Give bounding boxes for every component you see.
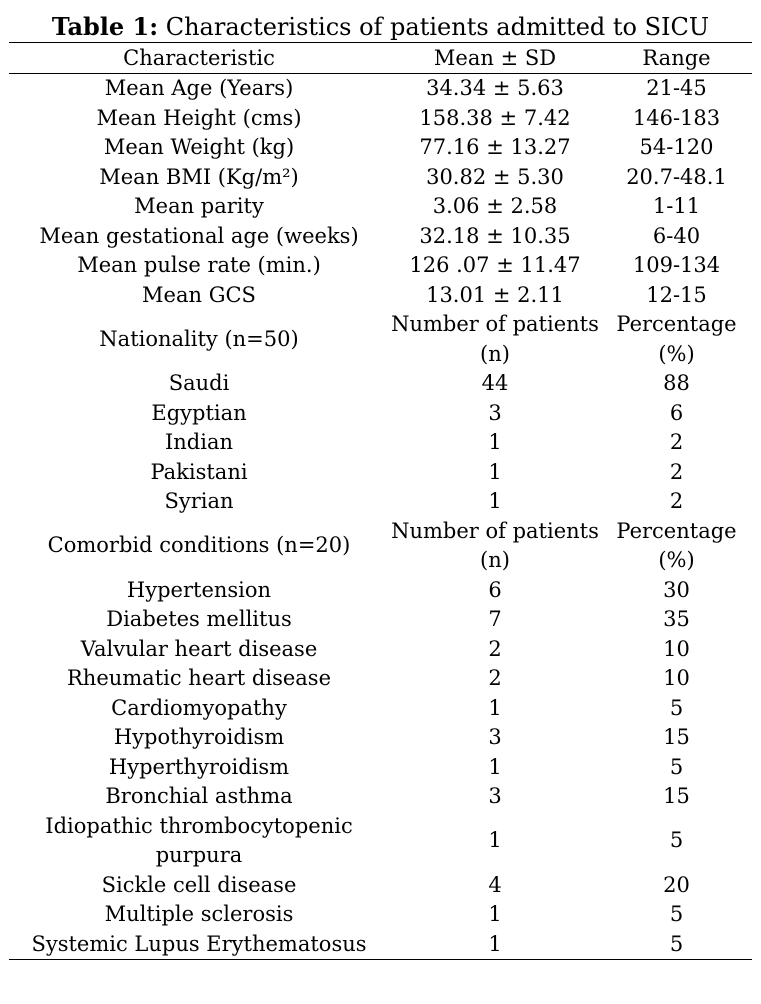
cell-value: 7 — [488, 607, 502, 631]
cell-characteristic: Mean parity — [134, 194, 264, 218]
cell-characteristic: Mean Age (Years) — [104, 76, 294, 100]
table-row — [9, 163, 752, 193]
cell-characteristic: Pakistani — [150, 459, 248, 484]
cell-range: 2 — [669, 489, 684, 513]
cell-value: 2 — [488, 636, 502, 661]
cell-range: 5 — [669, 902, 684, 926]
cell-characteristic: Idiopathic thrombocytopenic purpura — [45, 813, 353, 867]
cell-characteristic: Mean Weight (kg) — [103, 135, 295, 159]
table-row — [9, 694, 752, 724]
cell-range: 35 — [663, 607, 690, 631]
cell-characteristic: Bronchial asthma — [105, 784, 293, 808]
cell-range: 10 — [663, 636, 690, 661]
cell-range: Percentage (%) — [616, 518, 737, 572]
cell-range: 30 — [663, 577, 690, 602]
cell-characteristic: Mean pulse rate (min.) — [77, 253, 321, 277]
table-row — [9, 782, 752, 812]
cell-range: 21-45 — [646, 76, 707, 100]
table-row — [9, 369, 752, 399]
cell-range: 1-11 — [652, 194, 701, 218]
table-body — [9, 74, 752, 960]
cell-range: 15 — [663, 725, 690, 749]
cell-range: 146-183 — [632, 105, 721, 130]
table-row — [9, 635, 752, 665]
table-row — [9, 251, 752, 281]
cell-value: 77.16 ± 13.27 — [419, 135, 571, 159]
cell-characteristic: Multiple sclerosis — [104, 902, 294, 926]
table-row — [9, 930, 752, 960]
cell-range: 12-15 — [646, 282, 707, 307]
cell-range: 15 — [663, 784, 690, 808]
table-row — [9, 517, 752, 576]
header-mean-sd: Mean ± SD — [433, 46, 557, 70]
cell-value: 3 — [488, 725, 502, 749]
cell-value: 1 — [488, 430, 502, 454]
cell-range: 88 — [663, 371, 690, 395]
cell-value: 2 — [488, 666, 502, 690]
cell-characteristic: Egyptian — [151, 400, 247, 425]
cell-range: 5 — [669, 695, 684, 720]
cell-characteristic: Rheumatic heart disease — [66, 666, 332, 690]
cell-characteristic: Sickle cell disease — [101, 872, 297, 897]
cell-characteristic: Nationality (n=50) — [99, 326, 299, 351]
table-row — [9, 192, 752, 222]
cell-range: 54-120 — [639, 135, 714, 159]
table-row — [9, 871, 752, 901]
table-row — [9, 664, 752, 694]
cell-characteristic: Mean gestational age (weeks) — [39, 223, 359, 248]
table-row — [9, 104, 752, 134]
cell-range: 10 — [663, 666, 690, 690]
table-row — [9, 812, 752, 871]
table-figure — [9, 0, 752, 960]
table-row — [9, 310, 752, 369]
cell-value: 6 — [488, 577, 502, 602]
cell-range: 6-40 — [652, 223, 701, 248]
cell-value: 3 — [488, 784, 502, 808]
cell-range: Percentage (%) — [616, 312, 737, 366]
cell-characteristic: Cardiomyopathy — [111, 695, 287, 720]
cell-range: 5 — [669, 754, 684, 779]
cell-range: 2 — [669, 430, 684, 454]
cell-characteristic: Hypertension — [126, 577, 272, 602]
table-caption-label: Table 1: — [51, 12, 159, 41]
cell-range: 20 — [663, 872, 690, 897]
table-row — [9, 753, 752, 783]
cell-characteristic: Valvular heart disease — [80, 636, 318, 661]
table-row — [9, 74, 752, 104]
table-caption — [9, 12, 752, 42]
cell-value: 34.34 ± 5.63 — [426, 76, 564, 100]
header-row — [9, 43, 752, 74]
header-range: Range — [642, 46, 711, 70]
cell-range: 5 — [669, 931, 684, 956]
cell-value: 1 — [488, 828, 502, 853]
table-row — [9, 458, 752, 488]
cell-value: 1 — [488, 459, 502, 484]
cell-characteristic: Indian — [164, 430, 234, 454]
table-row — [9, 133, 752, 163]
cell-characteristic: Mean GCS — [142, 282, 256, 307]
cell-range: 6 — [669, 400, 684, 425]
cell-characteristic: Systemic Lupus Erythematosus — [31, 931, 367, 956]
characteristics-table — [9, 42, 752, 960]
cell-value: 1 — [488, 754, 502, 779]
cell-value: 1 — [488, 931, 502, 956]
table-row — [9, 222, 752, 252]
table-row — [9, 576, 752, 606]
header-characteristic: Characteristic — [123, 46, 275, 70]
cell-characteristic: Diabetes mellitus — [106, 607, 292, 631]
cell-range: 5 — [669, 828, 684, 853]
cell-characteristic: Syrian — [164, 489, 234, 513]
table-row — [9, 900, 752, 930]
table-row — [9, 723, 752, 753]
cell-range: 20.7-48.1 — [626, 164, 727, 189]
cell-value: 1 — [488, 902, 502, 926]
cell-value: 158.38 ± 7.42 — [419, 105, 571, 130]
table-row — [9, 399, 752, 429]
cell-value: Number of patients (n) — [391, 312, 599, 366]
cell-characteristic: Hypothyroidism — [113, 725, 285, 749]
cell-characteristic: Saudi — [168, 371, 230, 395]
table-header — [9, 43, 752, 74]
table-row — [9, 428, 752, 458]
cell-value: 44 — [481, 371, 509, 395]
cell-value: 13.01 ± 2.11 — [426, 282, 564, 307]
cell-characteristic: Comorbid conditions (n=20) — [47, 533, 351, 558]
cell-characteristic: Mean Height (cms) — [96, 105, 302, 130]
cell-value: 3 — [488, 400, 502, 425]
cell-value: 126 .07 ± 11.47 — [409, 253, 581, 277]
cell-range: 109-134 — [632, 253, 721, 277]
cell-value: 30.82 ± 5.30 — [426, 164, 564, 189]
cell-value: Number of patients (n) — [391, 518, 599, 572]
cell-characteristic: Hyperthyroidism — [108, 754, 290, 779]
table-row — [9, 487, 752, 517]
cell-value: 1 — [488, 489, 502, 513]
cell-characteristic: Mean BMI (Kg/m²) — [99, 164, 299, 189]
table-row — [9, 605, 752, 635]
cell-value: 32.18 ± 10.35 — [419, 223, 571, 248]
table-row — [9, 281, 752, 311]
cell-range: 2 — [669, 459, 684, 484]
cell-value: 1 — [488, 695, 502, 720]
table-caption-text: Characteristics of patients admitted to SICU — [165, 13, 710, 41]
cell-value: 3.06 ± 2.58 — [432, 194, 558, 218]
cell-value: 4 — [488, 872, 502, 897]
